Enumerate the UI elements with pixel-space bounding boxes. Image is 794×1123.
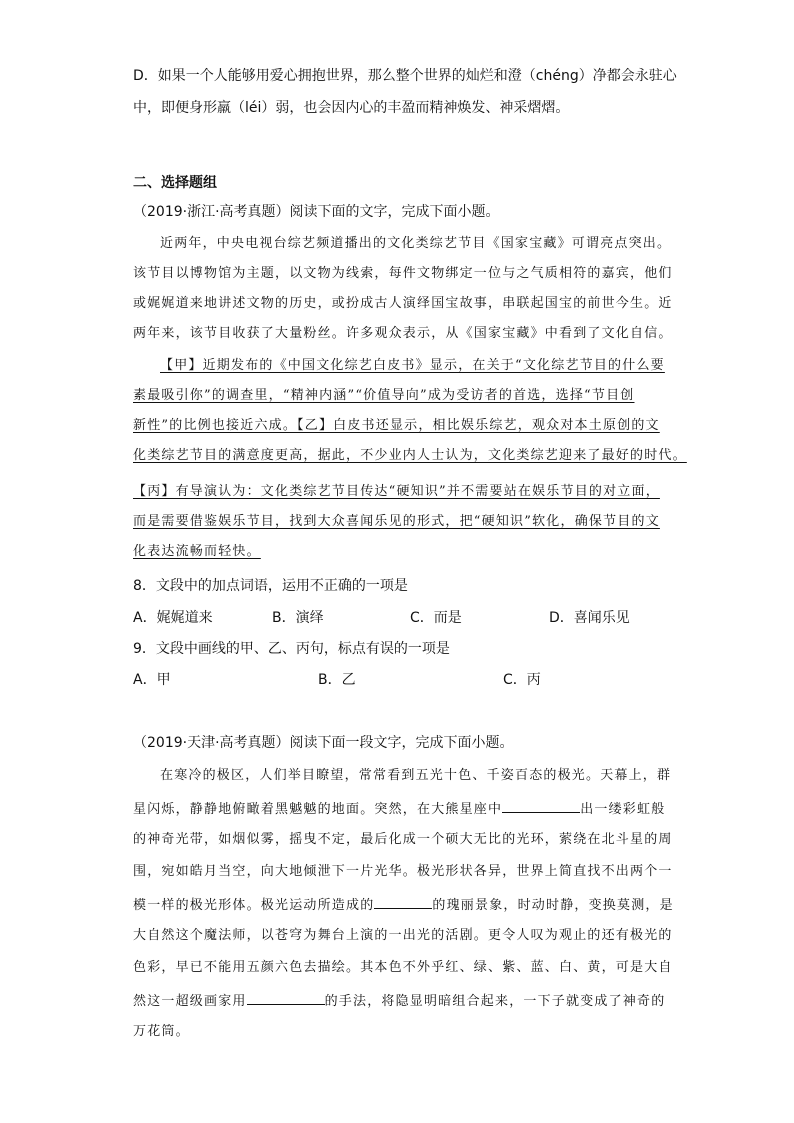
passage1-line: 该节目以博物馆为主题，以文物为线索，每件文物绑定一位与之气质相符的嘉宾，他们 xyxy=(133,266,673,281)
section-heading: 二、选择题组 xyxy=(133,175,217,191)
passage2-text: 星闪烁，静静地俯瞰着黑魆魆的地面。突然，在大熊星座中 xyxy=(133,802,503,817)
group1-intro: （2019·浙江·高考真题）阅读下面的文字，完成下面小题。 xyxy=(133,204,500,220)
passage2-line: 的神奇光带，如烟似雾，摇曳不定，最后化成一个硕大无比的光环，萦绕在北斗星的周 xyxy=(133,832,673,847)
q8-option-b[interactable]: B．演绎 xyxy=(272,610,324,626)
fill-blank-2[interactable] xyxy=(374,894,432,909)
q9-option-a[interactable]: A．甲 xyxy=(133,672,171,688)
group2-intro: （2019·天津·高考真题）阅读下面一段文字，完成下面小题。 xyxy=(133,735,514,751)
fill-blank-1[interactable] xyxy=(502,798,580,813)
passage2-line: 大自然这个魔法师，以苍穹为舞台上演的一出光的活剧。更令人叹为观止的还有极光的 xyxy=(133,928,673,943)
question-9-stem: 9．文段中画线的甲、乙、丙句，标点有误的一项是 xyxy=(133,641,450,657)
q8-option-d[interactable]: D．喜闻乐见 xyxy=(549,610,630,626)
underlined-sentence: 化表达流畅而轻快。 xyxy=(133,544,261,559)
fill-blank-3[interactable] xyxy=(247,990,325,1005)
passage2-text: 然这一超级画家用 xyxy=(133,994,247,1009)
underlined-sentence: 化类综艺节目的满意度更高，据此，不少业内人士认为，文化类综艺迎来了最好的时代。 xyxy=(133,448,687,463)
passage2-line: 万花筒。 xyxy=(133,1024,190,1039)
underlined-sentence: 新性”的比例也接近六成。【乙】白皮书还显示，相比娱乐综艺，观众对本土原创的文 xyxy=(133,418,660,433)
underlined-sentence: 而是需要借鉴娱乐节目，找到大众喜闻乐见的形式，把“硬知识”软化，确保节目的文 xyxy=(133,514,660,529)
passage1-line: 两年来，该节目收获了大量粉丝。许多观众表示，从《国家宝藏》中看到了文化自信。 xyxy=(133,326,673,341)
option-d-line2: 中，即便身形羸（léi）弱，也会因内心的丰盈而精神焕发、神采熠熠。 xyxy=(133,100,570,116)
question-8-stem: 8．文段中的加点词语，运用不正确的一项是 xyxy=(133,578,408,594)
passage1-line: 近两年，中央电视台综艺频道播出的文化类综艺节目《国家宝藏》可谓亮点突出。 xyxy=(160,236,672,251)
passage2-line xyxy=(133,990,665,1012)
q8-option-c[interactable]: C．而是 xyxy=(410,610,462,626)
passage1-line: 或娓娓道来地讲述文物的历史，或扮成古人演绎国宝故事，串联起国宝的前世今生。近 xyxy=(133,296,673,311)
passage2-text: 的瑰丽景象，时动时静，变换莫测，是 xyxy=(432,898,674,913)
q8-option-a[interactable]: A．娓娓道来 xyxy=(133,610,213,626)
passage2-text: 模一样的极光形体。极光运动所造成的 xyxy=(133,898,375,913)
passage2-line xyxy=(133,798,665,820)
q9-option-c[interactable]: C．丙 xyxy=(503,672,541,688)
option-d-line1: D．如果一个人能够用爱心拥抱世界，那么整个世界的灿烂和澄（chéng）净都会永驻心 xyxy=(133,68,677,84)
passage2-text: 出一缕彩虹般 xyxy=(580,802,666,817)
underlined-sentence: 素最吸引你”的调查里，“精神内涵”“价值导向”成为受访者的首选，选择“节目创 xyxy=(133,388,635,403)
passage2-line: 在寒冷的极区，人们举目瞭望，常常看到五光十色、千姿百态的极光。天幕上，群 xyxy=(160,768,672,783)
q9-option-b[interactable]: B．乙 xyxy=(318,672,356,688)
passage2-line: 色彩，早已不能用五颜六色去描绘。其本色不外乎红、绿、紫、蓝、白、黄，可是大自 xyxy=(133,960,673,975)
passage2-line xyxy=(133,894,674,916)
underlined-sentence: 【丙】有导演认为：文化类综艺节目传达“硬知识”并不需要站在娱乐节目的对立面， xyxy=(133,484,660,499)
passage2-line: 围，宛如皓月当空，向大地倾泄下一片光华。极光形状各异，世界上简直找不出两个一 xyxy=(133,864,673,879)
underlined-sentence: 【甲】近期发布的《中国文化综艺白皮书》显示，在关于“文化综艺节目的什么要 xyxy=(160,358,665,373)
passage2-text: 的手法，将隐显明暗组合起来，一下子就变成了神奇的 xyxy=(324,994,666,1009)
